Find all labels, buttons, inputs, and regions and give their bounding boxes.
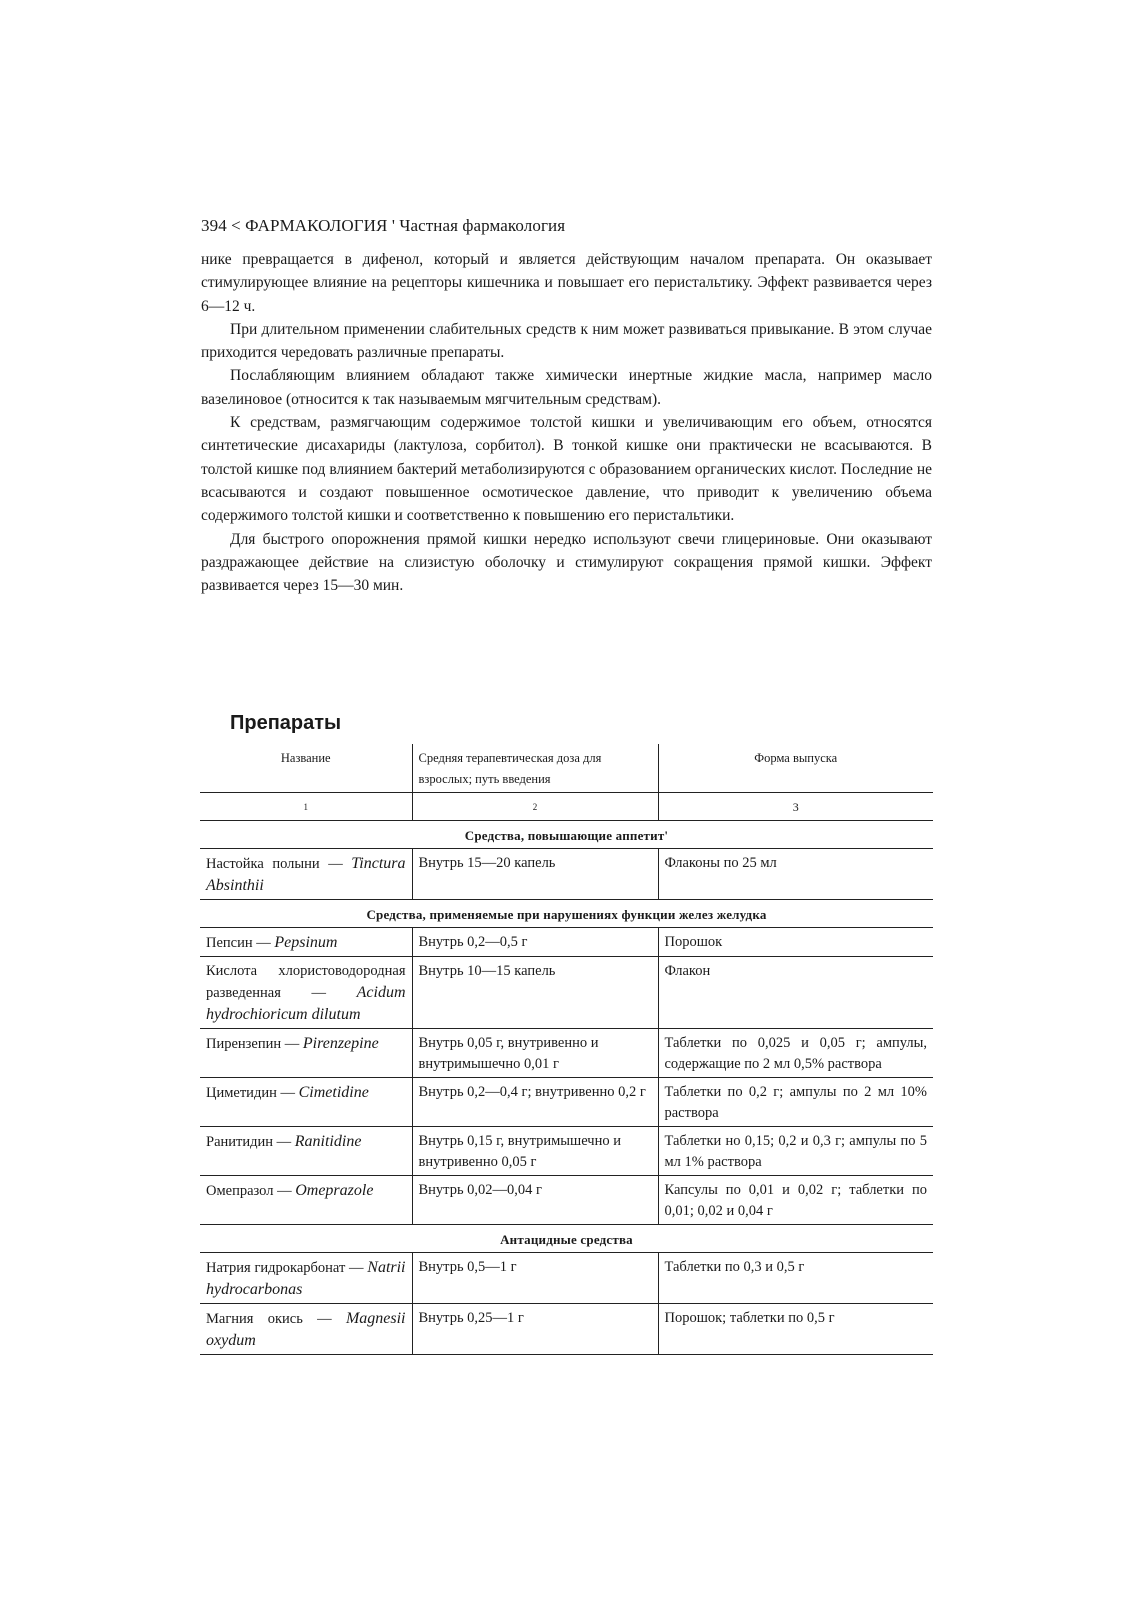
drug-form: Таблетки по 0,025 и 0,05 г; ампулы, содержащие по 2 мл 0,5% раствора <box>658 1029 933 1078</box>
group-row <box>200 1225 933 1253</box>
table-header-row <box>200 744 933 793</box>
table-row <box>200 1127 933 1176</box>
drug-form: Таблетки по 0,3 и 0,5 г <box>658 1253 933 1304</box>
drug-form: Флакон <box>658 957 933 1029</box>
table-row <box>200 1029 933 1078</box>
column-number-3: 3 <box>658 793 933 821</box>
drug-dose: Внутрь 10—15 капель <box>412 957 658 1029</box>
column-header-name: Название <box>200 744 412 793</box>
section-title: Препараты <box>230 712 342 734</box>
drug-latin-name: Omeprazole <box>295 1182 374 1199</box>
group-title: Антацидные средства <box>200 1225 933 1253</box>
drug-name-cell <box>200 1176 412 1225</box>
table-row <box>200 1253 933 1304</box>
paragraph-2: При длительном применении слабительных средств к ним может развиваться привыкание. В этом случае приходится чередовать различные препараты. <box>201 320 932 362</box>
column-header-dose: Средняя терапевтическая доза для взрослых; путь введения <box>412 744 658 793</box>
drug-name: Ранитидин — <box>206 1134 292 1150</box>
drug-name-cell <box>200 928 412 957</box>
drug-name: Натрия гидрокарбонат — <box>206 1260 364 1276</box>
drug-latin-name: Pirenzepine <box>302 1035 379 1052</box>
drug-name: Циметидин — <box>206 1085 295 1101</box>
drug-name-cell <box>200 1304 412 1355</box>
drug-dose: Внутрь 0,02—0,04 г <box>412 1176 658 1225</box>
drug-latin-name: Natrii hydrocarbonas <box>206 1259 406 1298</box>
drug-name-cell <box>200 1078 412 1127</box>
table-row <box>200 1176 933 1225</box>
drug-form: Флаконы по 25 мл <box>658 849 933 900</box>
drug-dose: Внутрь 0,15 г, внутримышечно и внутривенно 0,05 г <box>412 1127 658 1176</box>
column-number-1: 1 <box>200 793 412 821</box>
drug-dose: Внутрь 0,25—1 г <box>412 1304 658 1355</box>
group-title: Средства, применяемые при нарушениях функции желез желудка <box>200 900 933 928</box>
paragraph-5: Для быстрого опорожнения прямой кишки нередко используют свечи глицериновые. Они оказывают раздражающее действие на слизистую оболочку и стимулируют сокращения прямой кишки. Эффект развивается через 15—30 мин. <box>201 530 932 595</box>
group-title: Средства, повышающие аппетит' <box>200 821 933 849</box>
table-row <box>200 849 933 900</box>
drug-name-cell <box>200 1127 412 1176</box>
drug-name: Омепразол — <box>206 1183 292 1199</box>
drug-form: Таблетки по 0,2 г; ампулы по 2 мл 10% раствора <box>658 1078 933 1127</box>
column-number-row <box>200 793 933 821</box>
drug-name: Пепсин — <box>206 935 271 951</box>
drug-latin-name: Cimetidine <box>298 1084 369 1101</box>
drug-dose: Внутрь 0,5—1 г <box>412 1253 658 1304</box>
drug-name: Магния окись — <box>206 1311 332 1327</box>
paragraph-3: Послабляющим влиянием обладают также химически инертные жидкие масла, например масло вазелиновое (относится к так называемым мягчительным средствам). <box>201 367 932 408</box>
drug-dose: Внутрь 0,05 г, внутривенно и внутримышечно 0,01 г <box>412 1029 658 1078</box>
body-text <box>201 248 932 597</box>
paragraph-4: К средствам, размягчающим содержимое толстой кишки и увеличивающим его объем, относятся синтетические дисахариды (лактулоза, сорбитол). В тонкой кишке они практически не всасываются. В толстой кишке под влиянием бактерий метаболизируются с образованием органических кислот. Последние не всасываются и создают повышенное осмотическое давление, что приводит к увеличению объема содержимого толстой кишки и соответственно к повышению его перистальтики. <box>201 414 932 525</box>
drug-dose: Внутрь 15—20 капель <box>412 849 658 900</box>
drug-name: Кислота хлористоводородная разведенная — <box>206 963 406 1001</box>
drug-latin-name: Magnesii oxydum <box>206 1310 406 1349</box>
table-row <box>200 1304 933 1355</box>
running-head: 394 < ФАРМАКОЛОГИЯ ' Частная фармакология <box>201 216 566 235</box>
drug-form: Порошок <box>658 928 933 957</box>
drug-name-cell <box>200 957 412 1029</box>
table-row <box>200 957 933 1029</box>
group-row <box>200 821 933 849</box>
drug-name: Пирензепин — <box>206 1036 300 1052</box>
drug-latin-name: Ranitidine <box>294 1133 362 1150</box>
drug-dose: Внутрь 0,2—0,4 г; внутривенно 0,2 г <box>412 1078 658 1127</box>
drug-form: Капсулы по 0,01 и 0,02 г; таблетки по 0,01; 0,02 и 0,04 г <box>658 1176 933 1225</box>
column-number-2: 2 <box>412 793 658 821</box>
drug-name: Настойка полыни — <box>206 856 343 872</box>
drug-latin-name: Tinctura Absinthii <box>206 855 406 894</box>
table-row <box>200 928 933 957</box>
drug-form: Порошок; таблетки по 0,5 г <box>658 1304 933 1355</box>
group-row <box>200 900 933 928</box>
paragraph-1: нике превращается в дифенол, который и является действующим началом препарата. Он оказывает стимулирующее влияние на рецепторы кишечника и повышает его перистальтику. Эффект развивается через 6—12 ч. <box>201 251 932 315</box>
drugs-table <box>200 744 933 1355</box>
drug-name-cell <box>200 1253 412 1304</box>
column-header-form: Форма выпуска <box>658 744 933 793</box>
drug-name-cell <box>200 849 412 900</box>
drug-form: Таблетки но 0,15; 0,2 и 0,3 г; ампулы по 5 мл 1% раствора <box>658 1127 933 1176</box>
drug-name-cell <box>200 1029 412 1078</box>
drug-dose: Внутрь 0,2—0,5 г <box>412 928 658 957</box>
table-row <box>200 1078 933 1127</box>
drug-latin-name: Acidum hydrochioricum dilutum <box>206 984 406 1023</box>
drug-latin-name: Pepsinum <box>274 934 338 951</box>
